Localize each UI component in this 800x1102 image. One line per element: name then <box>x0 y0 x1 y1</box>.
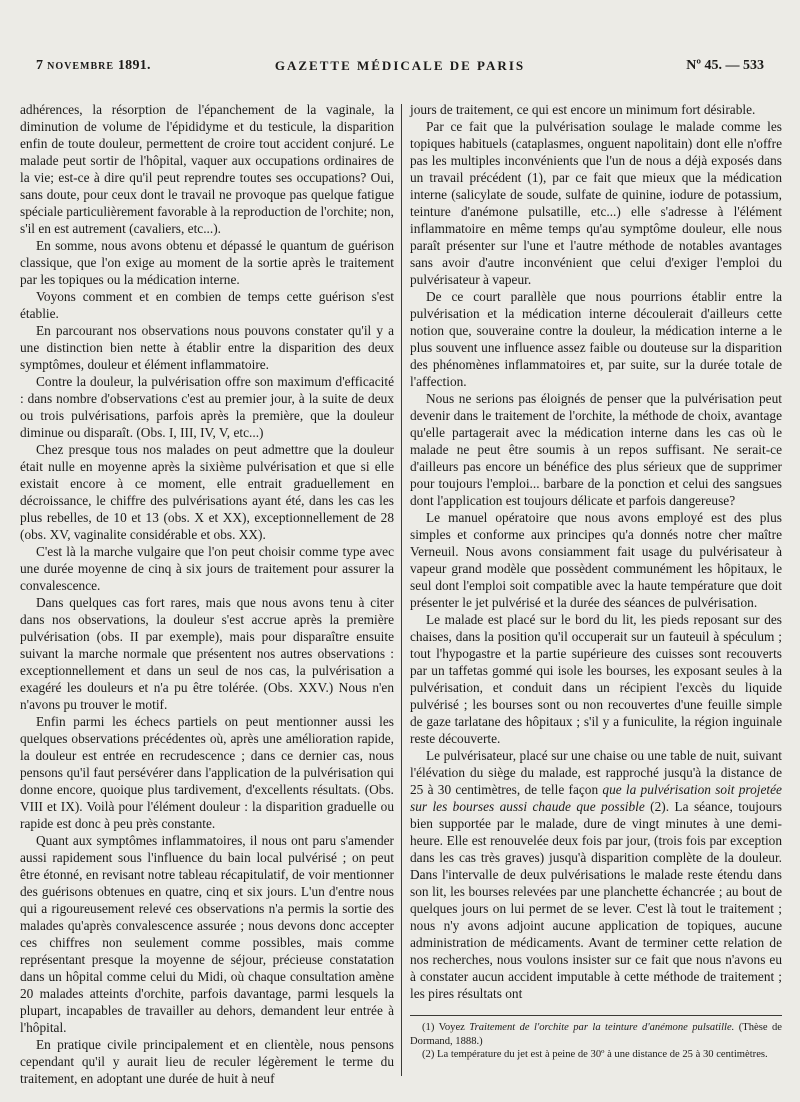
left-column <box>20 101 394 1087</box>
paragraph: En parcourant nos observations nous pouvons constater qu'il y a une distinction bien nette à établir entre la disparition des deux symptômes, douleur et élément inflammatoire. <box>20 323 394 372</box>
paragraph: C'est là la marche vulgaire que l'on peut choisir comme type avec une durée moyenne de cinq à six jours de traitement pour assurer la convalescence. <box>20 544 394 593</box>
paragraph: En pratique civile principalement et en clientèle, nous pensons cependant qu'il y aurait lieu de reculer légèrement le terme du traitement, en adoptant une durée de huit à neuf <box>20 1037 394 1086</box>
paragraph: adhérences, la résorption de l'épanchement de la vaginale, la diminution de volume de l'épididyme et du testicule, la disparition enfin de toute douleur, permettent de croire tout accident conjuré. Le malade peut sortir de l'hôpital, vaquer aux occupations ordinaires de la vie; est-ce à dire qu'il peut reprendre toutes ses occupations? Oui, sans doute, pour ceux dont le travail ne provoque pas quelque fatigue spéciale particulièrement favorable à la reproduction de l'orchite; non, s'il en est autrement (cavaliers, etc...). <box>20 102 395 236</box>
paragraph: Le malade est placé sur le bord du lit, les pieds reposant sur des chaises, dans la position qu'il occuperait sur un fauteuil à spéculum ; tout l'hypogastre et la partie supérieure des cuisses sont recouverts par un taffetas gommé qui isole les bourses, les exposant seules à la pulvérisation, et conduit dans un récipient l'excès du liquide pulvérisé ; les bourses sont ou non recouvertes d'une feuille simple de gaze tarlatane des hôpitaux ; s'il y a funiculite, la région inguinale reste découverte. <box>410 612 782 746</box>
paragraph: De ce court parallèle que nous pourrions établir entre la pulvérisation et la médication interne découlerait d'ailleurs cette notion que, souveraine contre la douleur, la médication interne a le plus souvent une influence assez faible ou douteuse sur la disparition des phénomènes inflammatoires et, par suite, sur la durée totale de l'affection. <box>410 289 782 389</box>
issue-date: 7 NOVEMBRE 1891. <box>36 58 151 73</box>
paragraph: Enfin parmi les échecs partiels on peut mentionner aussi les quelques observations précédentes où, après une amélioration rapide, la douleur est entrée en recrudescence ; dans ce dernier cas, nous pensons qu'il faut persévérer dans l'application de la pulvérisation qui donne encore, quoique plus tardivement, d'excellents résultats. (Obs. VIII et IX). Voilà pour l'élément douleur : la disparition graduelle ou rapide est donc à peu près constante. <box>20 714 394 831</box>
footnote <box>410 1021 782 1048</box>
paragraph-text: Le pulvérisateur, placé sur une chaise ou une table de nuit, suivant l'élévation du siège du malade, est rapproché jusqu'à la distance de 25 à 30 centimètres, de telle façon <box>410 748 782 797</box>
paragraph: Nous ne serions pas éloignés de penser que la pulvérisation peut devenir dans le traitement de l'orchite, la méthode de choix, avantage qu'elle partagerait avec la médication interne dans les cas où le malade ne peut être soumis à un repos suffisant. Ne serait-ce d'ailleurs pas encore un bénéfice des plus sérieux que de supprimer pour toujours l'emploi... barbare de la ponction et celui des sangsues dont l'application est toujours délicate et parfois dangereuse? <box>410 391 782 508</box>
right-column <box>410 101 782 1002</box>
footnote-title: Traitement de l'orchite par la teinture d'anémone pulsatille. <box>469 1022 735 1033</box>
paragraph: Par ce fait que la pulvérisation soulage le malade comme les topiques habituels (cataplasmes, onguent napolitain) dont elle n'offre pas les multiples inconvénients que l'un de nous a déjà exposés dans un travail précédent (1), par ce fait que mieux que la médication interne (salicylate de soude, sulfate de quinine, iodure de potassium, teinture d'anémone pulsatille, etc...) elle s'adresse à l'élément inflammatoire en même temps qu'au symptôme douleur, elle nous paraît présenter sur l'une et l'autre méthode de notables avantages sans avoir d'autre inconvénient que celui d'exiger l'emploi du pulvérisateur à vapeur. <box>410 119 782 287</box>
paragraph: Voyons comment et en combien de temps cette guérison s'est établie. <box>20 289 394 321</box>
paragraph <box>410 747 782 1002</box>
footnotes <box>410 1015 782 1062</box>
paragraph: Contre la douleur, la pulvérisation offre son maximum d'efficacité : dans nombre d'observations c'est au premier jour, à la suite de deux ou trois pulvérisations, parfois après la première, que la douleur diminue ou disparaît. (Obs. I, III, IV, V, etc...) <box>20 374 394 440</box>
footnote-text: (1) Voyez <box>422 1022 470 1033</box>
page-header <box>36 58 764 80</box>
paragraph: Dans quelques cas fort rares, mais que nous avons tenu à citer dans nos observations, la douleur s'est accrue après la première pulvérisation (obs. II par exemple), mais pour disparaître ensuite suivant la marche normale que présentent nos autres observations : exceptionnellement et dans un seul de nos cas, la pulvérisation a exagéré les douleurs et n'a pu être tolérée. (Obs. XXV.) Nous n'en n'avons pu trouver le motif. <box>20 595 394 712</box>
footnote-text: (Thèse de Dormand, 1888.) <box>410 1022 782 1047</box>
paragraph: En somme, nous avons obtenu et dépassé le quantum de guérison classique, que l'on exige au moment de la sortie après le traitement par les topiques ou la médication interne. <box>20 238 394 287</box>
footnote-text: (2) La température du jet est à peine de 30º à une distance de 25 à 30 centimètres. <box>422 1049 768 1061</box>
paragraph: Quant aux symptômes inflammatoires, il nous ont paru s'amender aussi rapidement sous l'influence du bain local pulvérisé ; on peut être étonné, en revisant notre tableau récapitulatif, de voir mentionner des guérisons obtenues en quatre, cinq et six jours. L'un d'entre nous qui a rigoureusement relevé ces observations n'a permis la sortie des malades qu'après convalescence assurée ; nous devons donc accepter ces chiffres non seulement comme possibles, mais comme représentant presque la moyenne de séjour, précieuse constatation dans un hôpital comme celui du Midi, où chaque consultation amène 20 malades atteints d'orchite, parfois davantage, parmi lesquels la plupart, incapables de travailler au dehors, demandent leur entrée à l'hôpital. <box>20 833 394 1035</box>
journal-title: GAZETTE MÉDICALE DE PARIS <box>274 58 526 73</box>
footnote <box>410 1048 782 1062</box>
issue-page-number: Nº 45. — 533 <box>686 58 764 73</box>
paragraph: Chez presque tous nos malades on peut admettre que la douleur était nulle en moyenne après la sixième pulvérisation et que si elle existait encore à ce moment, elle entrait graduellement en décroissance, le chiffre des pulvérisations ayant été, dans les cas les plus rebelles, de 10 et 13 (obs. X et XX), exceptionnellement de 28 (obs. XV, vaginalite considérable et obs. XX). <box>20 442 394 542</box>
emphasized-text: que la pulvérisation soit projetée sur les bourses aussi chaude que possible <box>410 782 782 814</box>
footnote-rule <box>410 1015 782 1016</box>
paragraph: jours de traitement, ce qui est encore un minimum fort désirable. <box>410 102 756 117</box>
paragraph: Le manuel opératoire que nous avons employé est des plus simples et conforme aux principes qu'a donnés notre cher maître Verneuil. Nous avons consiamment fait usage du pulvérisateur à vapeur grand modèle que possèdent communément les hôpitaux, le seul dont l'emploi soit compatible avec la haute température que doit présenter le jet pulvérisé et la durée des séances de pulvérisation. <box>410 510 782 610</box>
paragraph-text: (2). La séance, toujours bien supportée par le malade, dure de vingt minutes à une demi-heure. Elle est renouvelée deux fois par jour, (trois fois par exception dans les cas très graves) jusqu'à disparition complète de la douleur. Dans l'intervalle de deux pulvérisations le malade reste étendu dans son lit, les bourses relevées par une planchette échancrée ; au bout de quelques jours on lui permet de se lever. C'est là tout le traitement ; nous n'y avons adjoint aucune application de topiques, aucune administration de médicaments. Avant de terminer cette relation de nos recherches, nous voulons insister sur ce fait que nous n'avons eu à constater aucun accident imputable à cette méthode de traitement ; les pires résultats ont <box>410 799 782 1001</box>
column-divider <box>401 104 402 1076</box>
